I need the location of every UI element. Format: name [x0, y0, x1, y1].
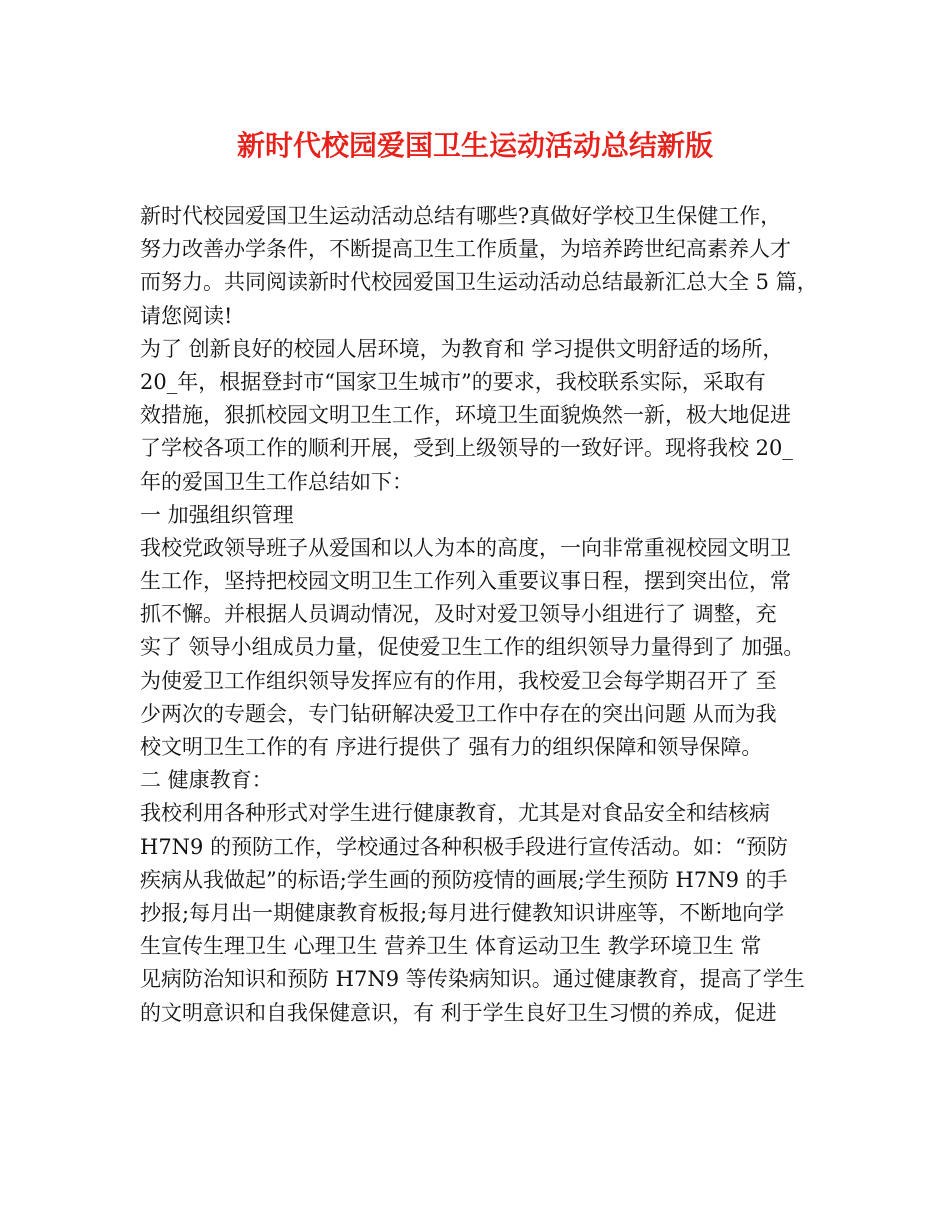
body-line: 的文明意识和自我保健意识，有 利于学生良好卫生习惯的养成，促进	[140, 1000, 777, 1025]
document-body	[140, 200, 820, 1030]
body-line: 校文明卫生工作的有 序进行提供了 强有力的组织保障和领导保障。	[140, 735, 763, 759]
body-line: 努力改善办学条件，不断提高卫生工作质量，为培养跨世纪高素养人才	[140, 237, 791, 262]
document-title: 新时代校园爱国卫生运动活动总结新版	[236, 129, 713, 162]
body-line: 生工作，坚持把校园文明卫生工作列入重要议事日程，摆到突出位，常	[140, 569, 791, 594]
body-line: 了学校各项工作的顺利开展，受到上级领导的一致好评。现将我校 20_	[140, 436, 793, 461]
body-line: 我校党政领导班子从爱国和以人为本的高度，一向非常重视校园文明卫	[140, 535, 791, 560]
body-line: 实了 领导小组成员力量，促使爱卫生工作的组织领导力量得到了 加强。	[140, 635, 805, 660]
body-line: 为了 创新良好的校园人居环境，为教育和 学习提供文明舒适的场所，	[140, 336, 784, 361]
body-line: 新时代校园爱国卫生运动活动总结有哪些?真做好学校卫生保健工作，	[140, 204, 782, 228]
body-line: 少两次的专题会，专门钻研解决爱卫工作中存在的突出问题 从而为我	[140, 701, 777, 726]
section-heading-1: 一 加强组织管理	[140, 502, 294, 527]
body-line: 抓不懈。并根据人员调动情况，及时对爱卫领导小组进行了 调整，充	[140, 602, 777, 627]
body-line: 生宣传生理卫生 心理卫生 营养卫生 体育运动卫生 教学环境卫生 常	[140, 934, 762, 959]
body-line: H7N9 的预防工作，学校通过各种积极手段进行宣传活动。如：“预防	[140, 834, 788, 859]
body-line: 我校利用各种形式对学生进行健康教育，尤其是对食品安全和结核病	[140, 801, 770, 826]
body-line: 20_年，根据登封市“国家卫生城市”的要求，我校联系实际，采取有	[140, 369, 766, 394]
section-heading-2: 二 健康教育：	[140, 768, 273, 793]
body-line: 疾病从我做起”的标语;学生画的预防疫情的画展;学生预防 H7N9 的手	[140, 867, 788, 892]
body-line: 抄报;每月出一期健康教育板报;每月进行健教知识讲座等，不断地向学	[140, 900, 785, 925]
body-line: 年的爱国卫生工作总结如下：	[140, 469, 413, 494]
body-line: 而努力。共同阅读新时代校园爱国卫生运动活动总结最新汇总大全 5 篇，	[140, 270, 818, 295]
body-line: 效措施，狠抓校园文明卫生工作，环境卫生面貌焕然一新，极大地促进	[140, 403, 791, 428]
body-line: 请您阅读!	[140, 303, 233, 328]
body-line: 见病防治知识和预防 H7N9 等传染病知识。通过健康教育，提高了学生	[140, 967, 805, 992]
body-line: 为使爱卫工作组织领导发挥应有的作用，我校爱卫会每学期召开了 至	[140, 668, 777, 693]
